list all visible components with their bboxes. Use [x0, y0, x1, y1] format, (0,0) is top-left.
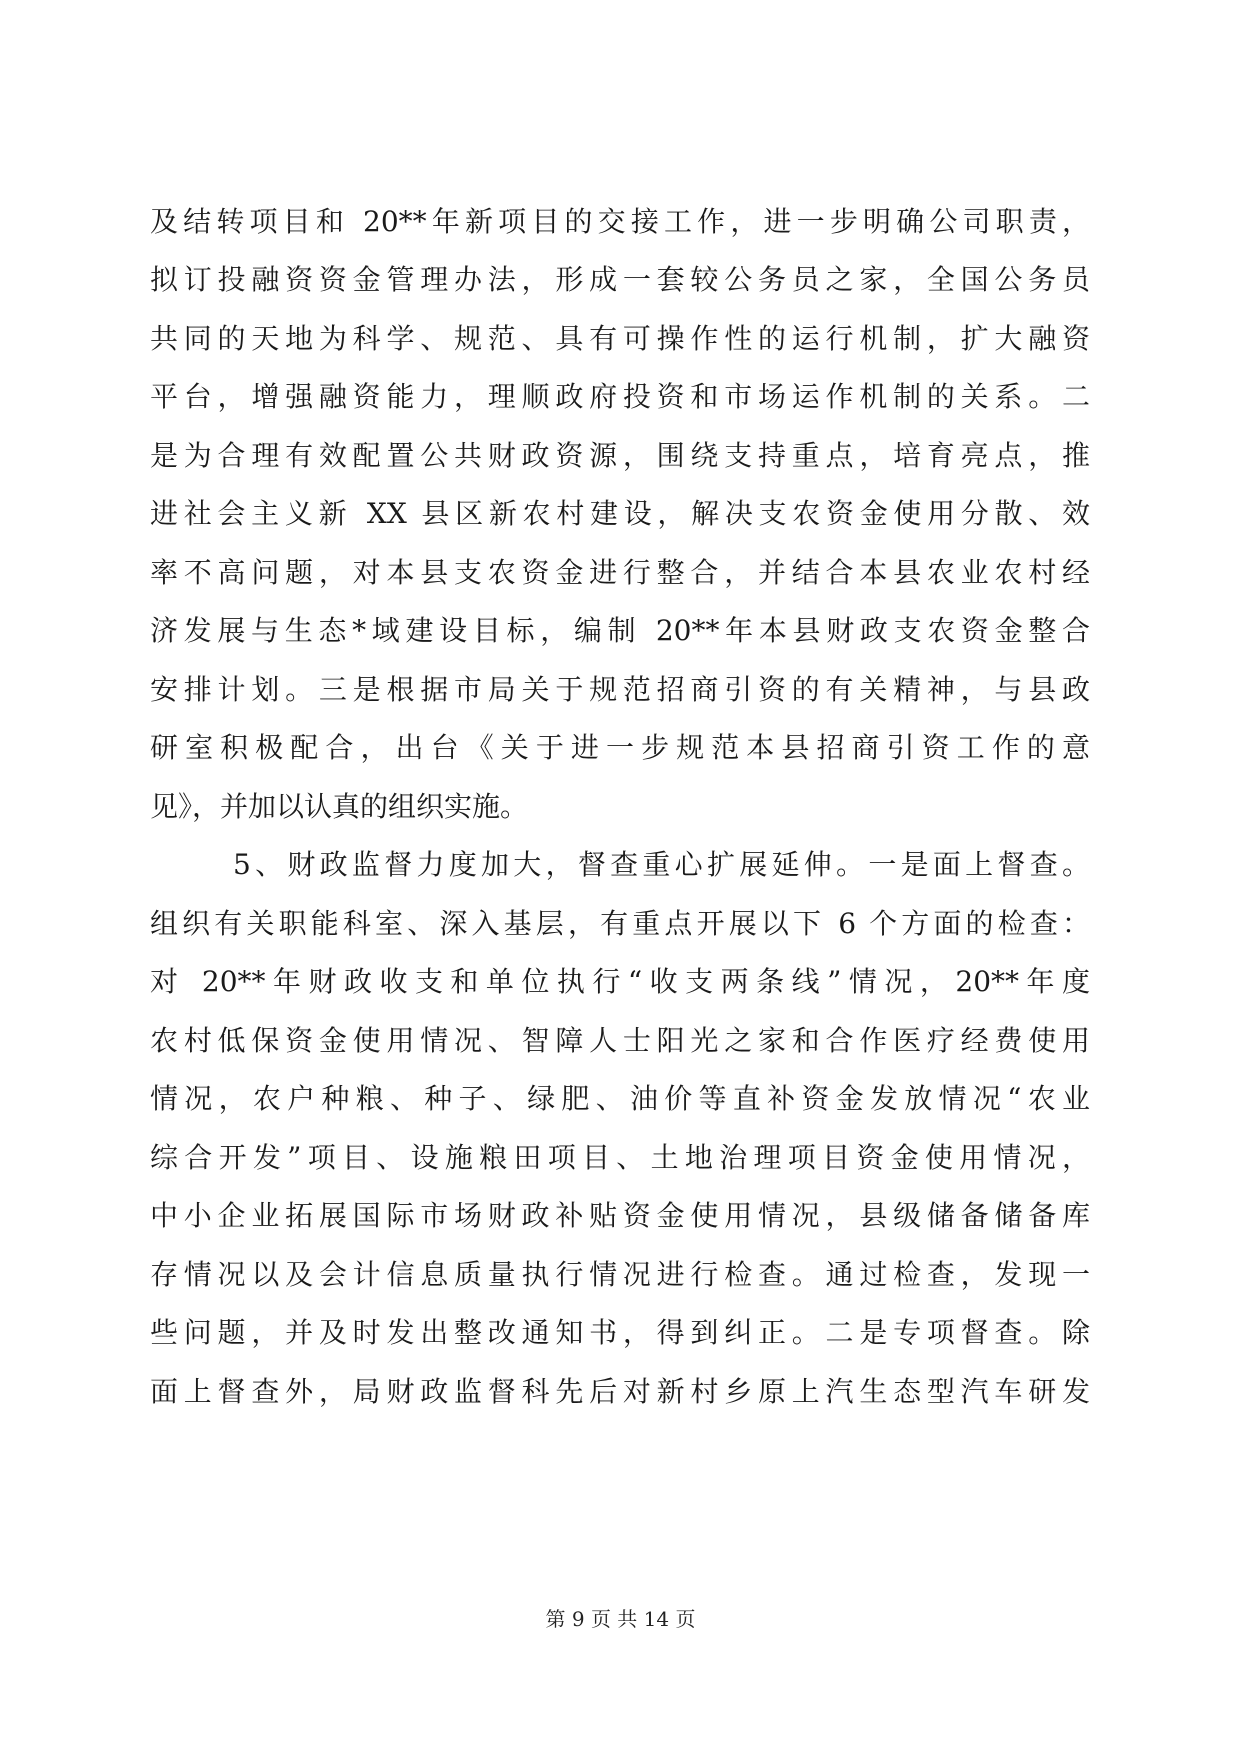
- paragraph-2-line-3: 对 20**年财政收支和单位执行“收支两条线”情况，20**年度: [150, 965, 1090, 998]
- paragraph-1-line-2: 拟订投融资资金管理办法，形成一套较公务员之家，全国公务员: [150, 263, 1090, 296]
- paragraph-2-line-9: 些问题，并及时发出整改通知书，得到纠正。二是专项督查。除: [150, 1316, 1090, 1349]
- paragraph-2-line-5: 情况，农户种粮、种子、绿肥、油价等直补资金发放情况“农业: [150, 1082, 1090, 1115]
- paragraph-1-line-6: 进社会主义新 XX 县区新农村建设，解决支农资金使用分散、效: [150, 497, 1090, 530]
- paragraph-1-line-5: 是为合理有效配置公共财政资源，围绕支持重点，培育亮点，推: [150, 439, 1090, 472]
- page-number-footer: 第 9 页 共 14 页: [545, 1607, 696, 1631]
- paragraph-1-line-1: 及结转项目和 20**年新项目的交接工作，进一步明确公司职责，: [150, 205, 1090, 238]
- paragraph-2-line-2: 组织有关职能科室、深入基层，有重点开展以下 6 个方面的检查：: [150, 907, 1090, 940]
- paragraph-2-line-10: 面上督查外，局财政监督科先后对新村乡原上汽生态型汽车研发: [150, 1375, 1090, 1408]
- paragraph-2-line-8: 存情况以及会计信息质量执行情况进行检查。通过检查，发现一: [150, 1258, 1090, 1291]
- paragraph-2-line-4: 农村低保资金使用情况、智障人士阳光之家和合作医疗经费使用: [150, 1024, 1090, 1057]
- paragraph-2-line-7: 中小企业拓展国际市场财政补贴资金使用情况，县级储备储备库: [150, 1199, 1090, 1232]
- paragraph-2-line-6: 综合开发”项目、设施粮田项目、土地治理项目资金使用情况，: [150, 1141, 1090, 1174]
- paragraph-1-line-8: 济发展与生态*域建设目标，编制 20**年本县财政支农资金整合: [150, 614, 1090, 647]
- paragraph-1-line-10: 研室积极配合，出台《关于进一步规范本县招商引资工作的意: [150, 731, 1090, 764]
- paragraph-1-line-11: 见》，并加以认真的组织实施。: [150, 790, 529, 823]
- paragraph-1-line-4: 平台，增强融资能力，理顺政府投资和市场运作机制的关系。二: [150, 380, 1090, 413]
- paragraph-1-line-9: 安排计划。三是根据市局关于规范招商引资的有关精神，与县政: [150, 673, 1090, 706]
- paragraph-2-line-1: 5、财政监督力度加大，督查重心扩展延伸。一是面上督查。: [233, 848, 1090, 881]
- paragraph-1-line-7: 率不高问题，对本县支农资金进行整合，并结合本县农业农村经: [150, 556, 1090, 589]
- paragraph-1-line-3: 共同的天地为科学、规范、具有可操作性的运行机制，扩大融资: [150, 322, 1090, 355]
